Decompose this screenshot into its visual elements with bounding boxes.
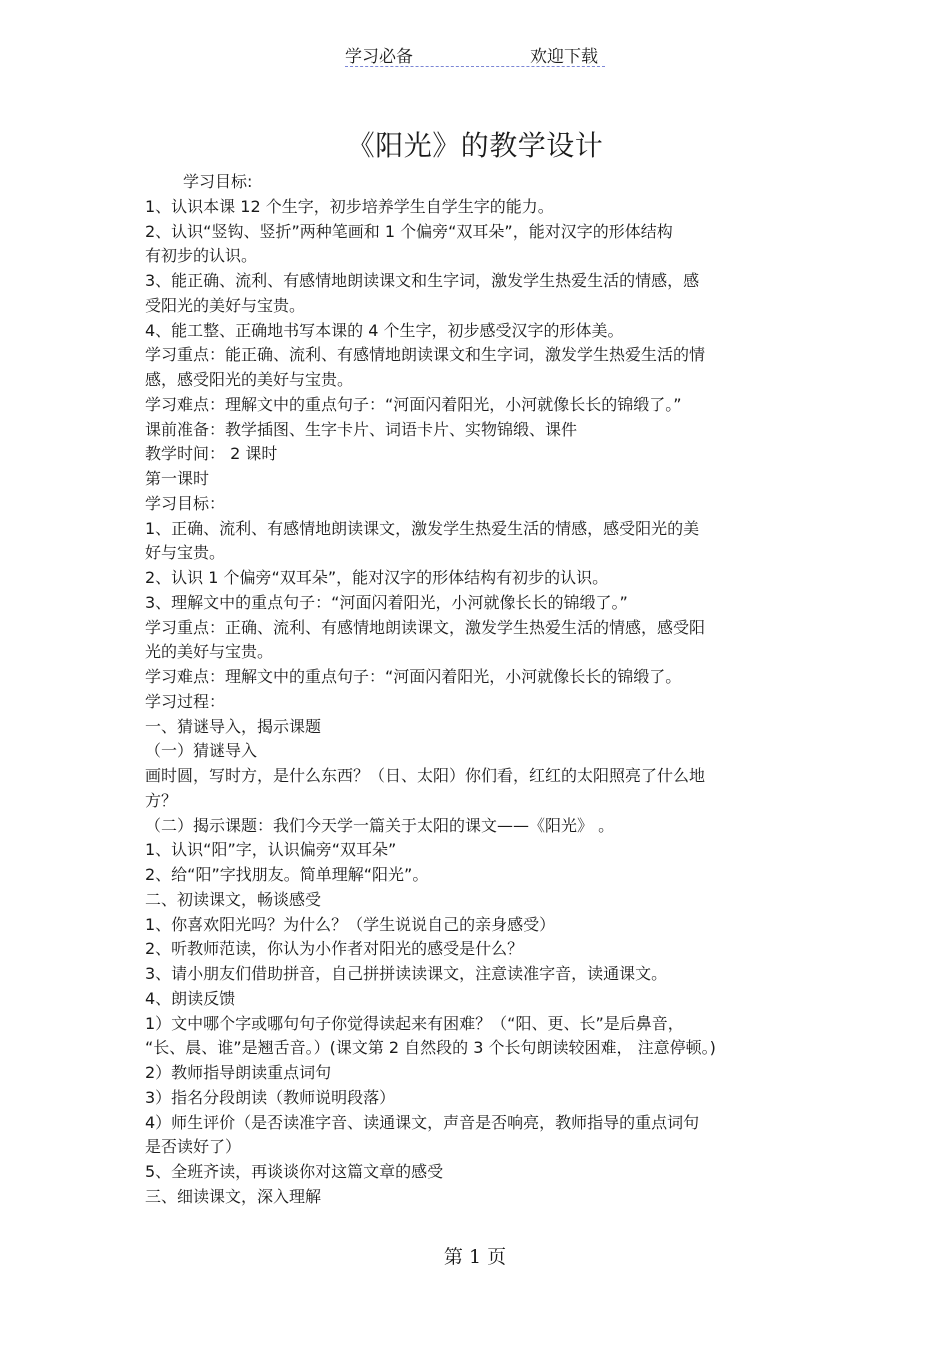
text-line: 学习难点：理解文中的重点句子：“河面闪着阳光，小河就像长长的锦缎了。”: [145, 394, 682, 414]
text-line: 画时圆，写时方，是什么东西？（日、太阳）你们看，红红的太阳照亮了什么地: [145, 766, 706, 785]
document-body: [145, 170, 825, 1210]
text-line: 一、猜谜导入，揭示课题: [145, 716, 322, 736]
text-line: 2、听教师范读，你认为小作者对阳光的感受是什么？: [145, 939, 524, 959]
text-line: （二）揭示课题：我们今天学一篇关于太阳的课文——《阳光》 。: [145, 815, 615, 835]
text-line: 好与宝贵。: [145, 543, 226, 563]
text-line: 第一课时: [145, 469, 210, 488]
text-line: 学习过程：: [145, 691, 226, 711]
text-line: 2、认识“竖钩、竖折”两种笔画和 1 个偏旁“双耳朵”，能对汉字的形体结构: [145, 221, 673, 241]
text-line: 二、初读课文，畅谈感受: [145, 889, 322, 909]
text-line: 学习重点：正确、流利、有感情地朗读课文，激发学生热爱生活的情感，感受阳: [145, 617, 706, 637]
text-line: 2、给“阳”字找朋友。简单理解“阳光”。: [145, 865, 429, 884]
text-line: 三、细读课文，深入理解: [145, 1186, 322, 1206]
text-line: 2、认识 1 个偏旁“双耳朵”，能对汉字的形体结构有初步的认识。: [145, 568, 609, 587]
text-line: 3）指名分段朗读（教师说明段落）: [145, 1087, 396, 1107]
text-line: 2）教师指导朗读重点词句: [145, 1063, 332, 1082]
text-line: （一）猜谜导入: [145, 741, 258, 761]
text-line: 3、理解文中的重点句子：“河面闪着阳光，小河就像长长的锦缎了。”: [145, 592, 628, 612]
text-line: 光的美好与宝贵。: [145, 642, 274, 662]
text-line: 受阳光的美好与宝贵。: [145, 295, 306, 315]
text-line: 学习重点：能正确、流利、有感情地朗读课文和生字词，激发学生热爱生活的情: [145, 345, 706, 365]
text-line: 4、能工整、正确地书写本课的 4 个生字，初步感受汉字的形体美。: [145, 320, 624, 340]
text-line: 学习目标：: [145, 493, 226, 513]
text-line: 1、认识本课 12 个生字，初步培养学生自学生字的能力。: [145, 196, 554, 216]
text-line: 1、你喜欢阳光吗？为什么？（学生说说自己的亲身感受）: [145, 914, 556, 934]
text-line: 感，感受阳光的美好与宝贵。: [145, 370, 354, 389]
text-line: 方？: [145, 790, 178, 810]
page-number: 第 1 页: [443, 1246, 507, 1268]
text-line: 学习目标:: [183, 172, 253, 191]
text-line: 课前准备：教学插图、生字卡片、词语卡片、实物锦缎、课件: [145, 419, 578, 439]
text-line: 3、请小朋友们借助拼音，自己拼拼读读课文，注意读准字音，读通课文。: [145, 964, 668, 983]
text-line: 1）文中哪个字或哪句句子你觉得读起来有困难？（“阳、更、长”是后鼻音，: [145, 1013, 684, 1033]
text-line: 4）师生评价（是否读准字音、读通课文，声音是否响亮，教师指导的重点词句: [145, 1112, 700, 1132]
text-line: “长、晨、谁”是翘舌音。）(课文第 2 自然段的 3 个长句朗读较困难， 注意停顿。): [145, 1038, 716, 1058]
text-line: 5、全班齐读，再谈谈你对这篇文章的感受: [145, 1162, 444, 1181]
text-line: 有初步的认识。: [145, 246, 258, 266]
page-header: [345, 40, 605, 67]
text-line: 是否读好了）: [145, 1137, 242, 1157]
header-right-text: 欢迎下载: [530, 47, 598, 67]
text-line: 教学时间： 2 课时: [145, 444, 278, 464]
document-title: 《阳光》的教学设计: [346, 129, 604, 162]
text-line: 3、能正确、流利、有感情地朗读课文和生字词，激发学生热爱生活的情感，感: [145, 271, 700, 290]
header-left-text: 学习必备: [345, 47, 413, 67]
text-line: 学习难点：理解文中的重点句子：“河面闪着阳光，小河就像长长的锦缎了。: [145, 667, 682, 686]
text-line: 1、正确、流利、有感情地朗读课文，激发学生热爱生活的情感，感受阳光的美: [145, 518, 700, 538]
text-line: 4、朗读反馈: [145, 988, 236, 1008]
text-line: 1、认识“阳”字，认识偏旁“双耳朵”: [145, 840, 397, 860]
